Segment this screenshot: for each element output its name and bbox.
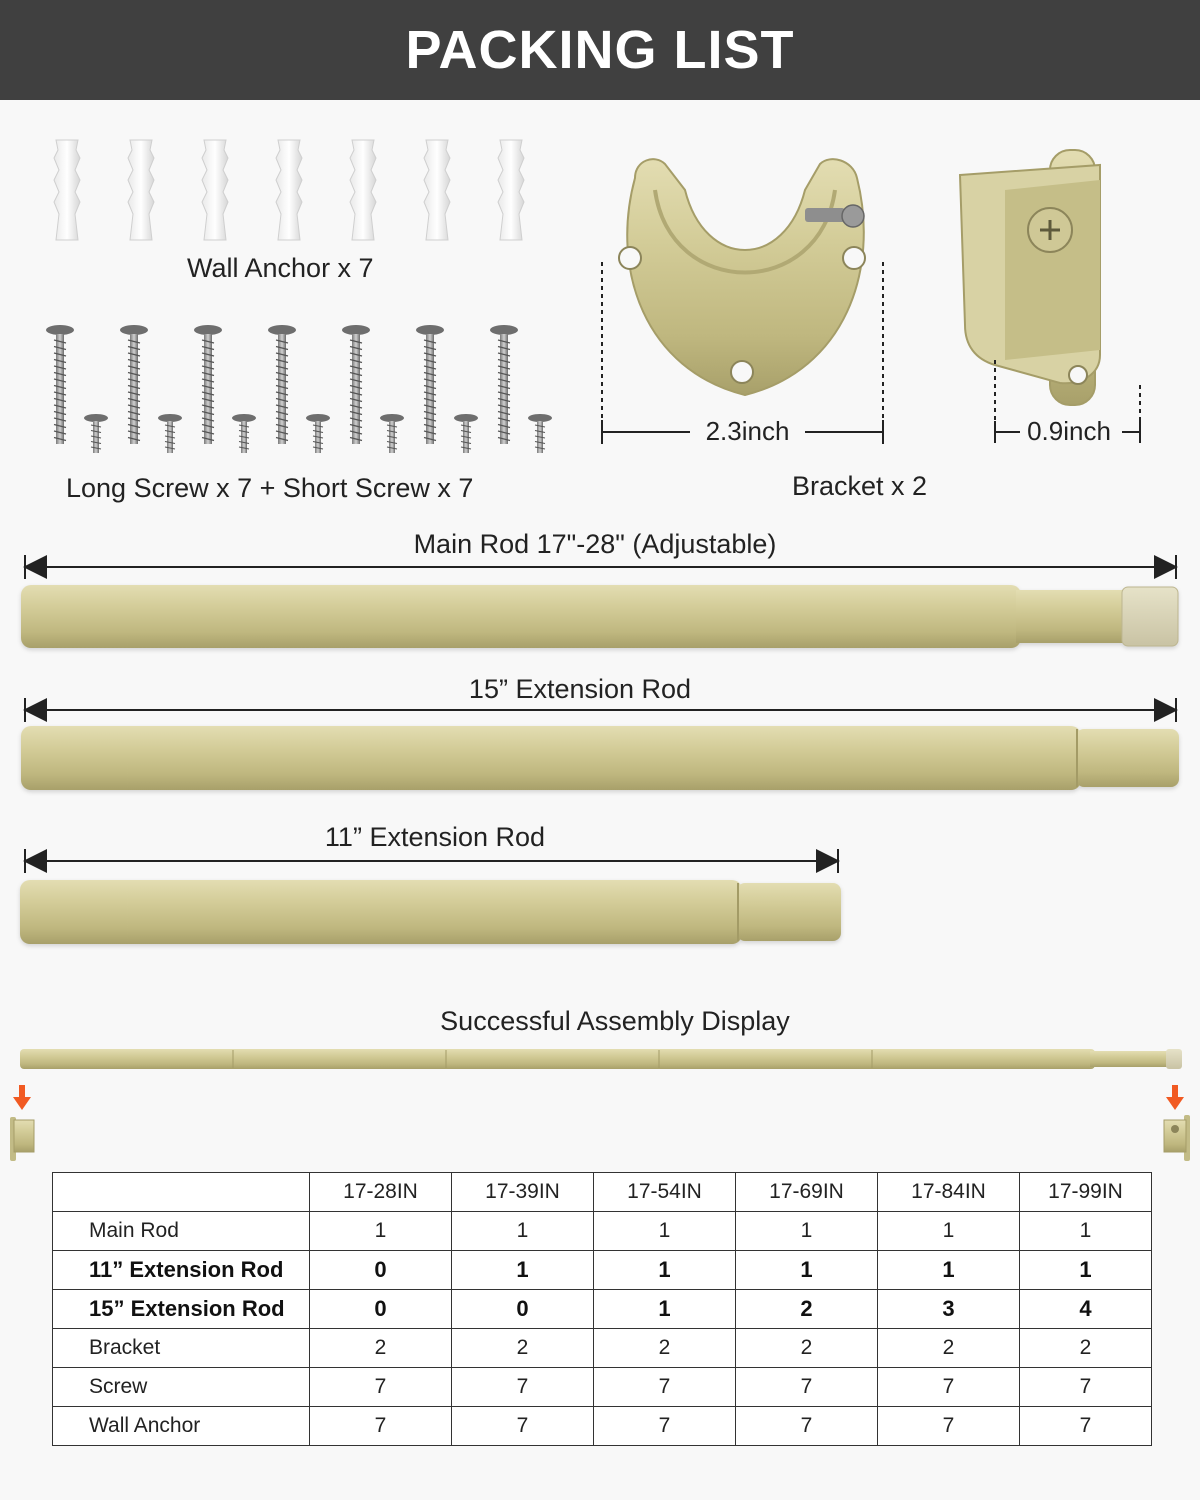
- table-cell: 7: [736, 1407, 878, 1446]
- table-cell: 2: [310, 1329, 452, 1368]
- table-cell: 2: [1020, 1329, 1152, 1368]
- main-rod-dimension: [0, 555, 1200, 580]
- short-screw-icon: [84, 414, 108, 453]
- short-screw-icon: [232, 414, 256, 453]
- table-row: [53, 1212, 1152, 1251]
- table-cell: 7: [736, 1368, 878, 1407]
- table-cell: 2: [452, 1329, 594, 1368]
- long-screw-icon: [342, 325, 370, 444]
- bracket-width-label: 2.3inch: [705, 416, 790, 446]
- wall-anchor-icon: [128, 140, 154, 240]
- screws-illustration: [40, 322, 560, 462]
- table-row-label: 15” Extension Rod: [53, 1290, 310, 1329]
- wall-anchors-illustration: [40, 140, 540, 250]
- extension-rod-11-label: 11” Extension Rod: [324, 822, 546, 852]
- table-cell: 1: [310, 1212, 452, 1251]
- table-cell: 1: [1020, 1251, 1152, 1290]
- table-header-cell: [53, 1173, 310, 1212]
- assembly-title: Successful Assembly Display: [440, 1006, 790, 1036]
- table-header-cell: 17-28IN: [310, 1173, 452, 1212]
- table-cell: 7: [594, 1368, 736, 1407]
- table-header-cell: 17-69IN: [736, 1173, 878, 1212]
- wall-anchor-label: Wall Anchor x 7: [187, 253, 374, 283]
- wall-anchor-icon: [498, 140, 524, 240]
- wall-anchor-icon: [350, 140, 376, 240]
- table-cell: 2: [736, 1329, 878, 1368]
- long-screw-icon: [46, 325, 74, 444]
- extension-rod-11-illustration: [0, 878, 860, 948]
- bracket-depth-label: 0.9inch: [1027, 416, 1111, 446]
- table-cell: 1: [594, 1251, 736, 1290]
- table-row-label: Bracket: [53, 1329, 310, 1368]
- table-cell: 3: [878, 1290, 1020, 1329]
- table-cell: 0: [310, 1251, 452, 1290]
- table-cell: 7: [1020, 1407, 1152, 1446]
- assembled-rod-illustration: [0, 1045, 1200, 1165]
- table-row: [53, 1368, 1152, 1407]
- table-cell: 1: [878, 1212, 1020, 1251]
- extension-rod-15-label: 15” Extension Rod: [468, 674, 692, 704]
- table-cell: 1: [452, 1212, 594, 1251]
- short-screw-icon: [380, 414, 404, 453]
- extension-rod-15-dimension: [0, 698, 1200, 723]
- table-row: [53, 1290, 1152, 1329]
- table-cell: 7: [594, 1407, 736, 1446]
- table-cell: 1: [878, 1251, 1020, 1290]
- long-screw-icon: [120, 325, 148, 444]
- screws-label: Long Screw x 7 + Short Screw x 7: [66, 473, 474, 503]
- wall-anchor-icon: [54, 140, 80, 240]
- bracket-label: Bracket x 2: [792, 471, 928, 501]
- table-cell: 7: [310, 1407, 452, 1446]
- bracket-side-icon: [950, 145, 1150, 445]
- table-cell: 1: [594, 1290, 736, 1329]
- table-cell: 7: [310, 1368, 452, 1407]
- table-cell: 1: [736, 1251, 878, 1290]
- table-cell: 7: [452, 1407, 594, 1446]
- table-header-cell: 17-99IN: [1020, 1173, 1152, 1212]
- short-screw-icon: [528, 414, 552, 453]
- table-cell: 1: [594, 1212, 736, 1251]
- long-screw-icon: [490, 325, 518, 444]
- page-header: [0, 0, 1200, 100]
- table-header-cell: 17-39IN: [452, 1173, 594, 1212]
- table-cell: 7: [878, 1407, 1020, 1446]
- table-cell: 0: [310, 1290, 452, 1329]
- table-cell: 2: [878, 1329, 1020, 1368]
- table-row-label: Wall Anchor: [53, 1407, 310, 1446]
- table-header-cell: 17-54IN: [594, 1173, 736, 1212]
- table-cell: 0: [452, 1290, 594, 1329]
- table-row-label: Main Rod: [53, 1212, 310, 1251]
- table-header-cell: 17-84IN: [878, 1173, 1020, 1212]
- main-rod-illustration: [0, 582, 1200, 652]
- short-screw-icon: [306, 414, 330, 453]
- bracket-front-icon: [595, 150, 895, 450]
- left-bracket-icon: [10, 1117, 34, 1161]
- table-row: [53, 1407, 1152, 1446]
- wall-anchor-icon: [202, 140, 228, 240]
- table-cell: 7: [1020, 1368, 1152, 1407]
- right-bracket-icon: [1164, 1115, 1190, 1161]
- table-cell: 7: [878, 1368, 1020, 1407]
- table-cell: 1: [1020, 1212, 1152, 1251]
- long-screw-icon: [194, 325, 222, 444]
- table-cell: 2: [594, 1329, 736, 1368]
- table-cell: 1: [452, 1251, 594, 1290]
- page-title: PACKING LIST: [405, 20, 795, 80]
- wall-anchor-icon: [424, 140, 450, 240]
- long-screw-icon: [416, 325, 444, 444]
- short-screw-icon: [454, 414, 478, 453]
- table-cell: 7: [452, 1368, 594, 1407]
- table-cell: 2: [736, 1290, 878, 1329]
- wall-anchor-icon: [276, 140, 302, 240]
- extension-rod-11-dimension: [0, 849, 860, 874]
- table-row-label: 11” Extension Rod: [53, 1251, 310, 1290]
- table-row-label: Screw: [53, 1368, 310, 1407]
- table-cell: 1: [736, 1212, 878, 1251]
- main-rod-label: Main Rod 17"-28" (Adjustable): [413, 529, 777, 559]
- left-arrow-icon: [13, 1085, 31, 1110]
- table-row: [53, 1251, 1152, 1290]
- long-screw-icon: [268, 325, 296, 444]
- table-header-row: [53, 1173, 1152, 1212]
- table-row: [53, 1329, 1152, 1368]
- table-cell: 4: [1020, 1290, 1152, 1329]
- short-screw-icon: [158, 414, 182, 453]
- right-arrow-icon: [1166, 1085, 1184, 1110]
- extension-rod-15-illustration: [0, 724, 1200, 794]
- packing-table: [52, 1172, 1152, 1446]
